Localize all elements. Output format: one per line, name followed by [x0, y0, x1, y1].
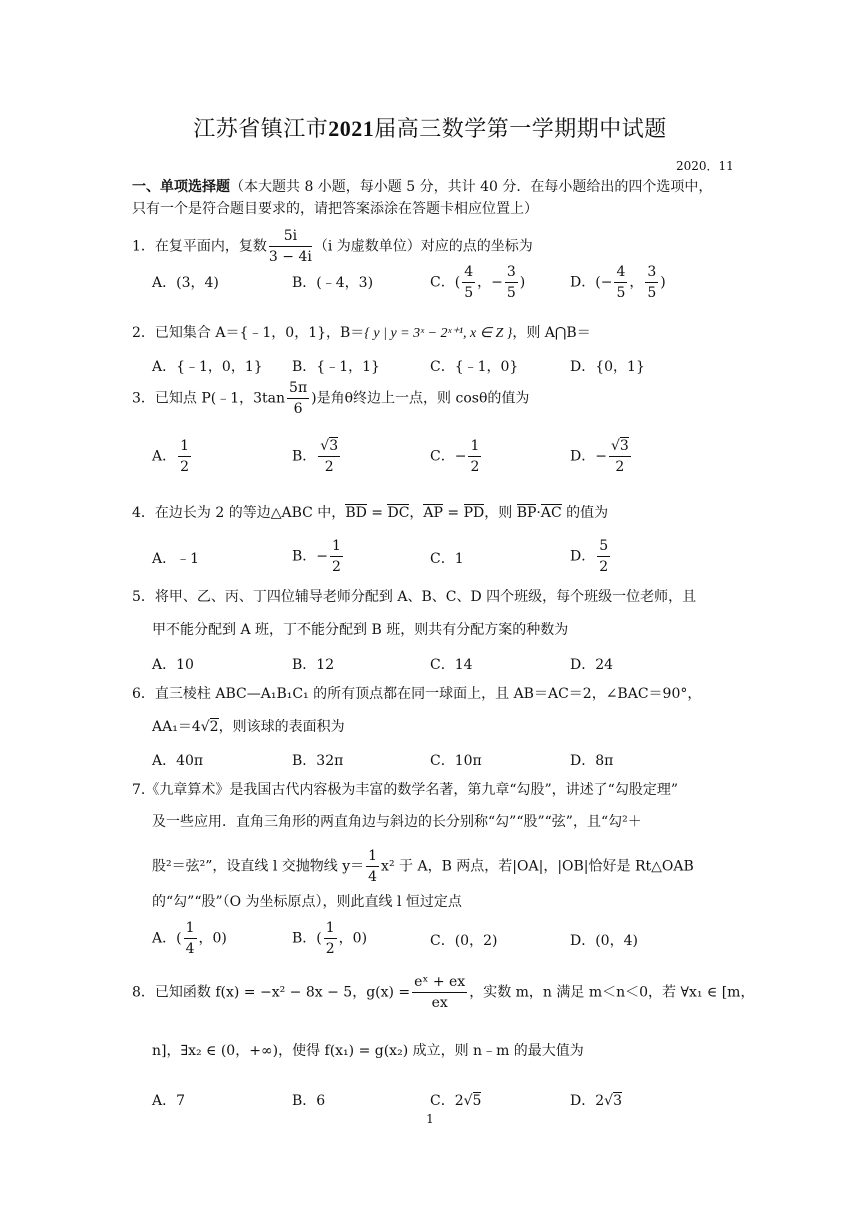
q5-option-a: A．10	[152, 657, 194, 673]
q8-option-a: A．7	[152, 1093, 186, 1109]
q2-option-c: C．{﹣1，0}	[430, 359, 519, 375]
q2-option-d: D．{0，1}	[570, 359, 645, 375]
question-6: 6．直三棱柱 ABC—A₁B₁C₁ 的所有顶点都在同一球面上，且 AB＝AC＝2，∠BAC＝90°，	[132, 686, 702, 702]
q1-option-b: B．(﹣4，3)	[292, 275, 374, 291]
q8-option-b: B．6	[292, 1093, 326, 1109]
question-3: 3．已知点 P(﹣1，3tan $\frac{5\pi}{6}$ )是角θ终边上一点，则 cosθ的值为	[132, 380, 530, 417]
q3-option-a: A． $\frac{1}{2}$	[152, 438, 190, 475]
q5-option-d: D．24	[570, 657, 614, 673]
q6-option-a: A．40π	[152, 753, 204, 769]
q3-option-d: D．− $\frac{√3}{2}$	[570, 438, 629, 475]
section-heading-line: 一、单项选择题（本大题共 8 小题，每小题 5 分，共计 40 分．在每小题给出的四个选项中，	[132, 179, 713, 195]
question-2: 2．已知集合 A＝{﹣1，0，1}，B＝{ y | y = 3ˣ − 2ˣ⁺¹, x ∈ Z }，则 A⋂B＝	[132, 325, 591, 341]
q4-option-b: B．− $\frac{1}{2}$	[292, 538, 341, 575]
question-8-line2: n]，∃x₂ ∈ (0，+∞)，使得 f(x₁) = g(x₂) 成立，则 n﹣m 的最大值为	[152, 1043, 584, 1059]
q7-option-d: D．(0，4)	[570, 933, 638, 949]
q1-option-a: A．(3，4)	[152, 275, 219, 291]
q2-option-a: A．{﹣1，0，1}	[152, 359, 263, 375]
q4-option-a: A．﹣1	[152, 551, 200, 567]
q6-option-c: C．10π	[430, 753, 482, 769]
q5-option-b: B．12	[292, 657, 335, 673]
q8-option-c: C．2√5	[430, 1093, 482, 1109]
page-title: 江苏省镇江市2021届高三数学第一学期期中试题	[193, 116, 667, 142]
question-1: 1．在复平面内，复数 $\frac{5i}{3 - 4i}$ （i 为虚数单位）对应的点的坐标为	[132, 228, 533, 265]
question-4: 4．在边长为 2 的等边△ABC 中，BD = DC，AP = PD，则 BP·AC 的值为	[132, 505, 609, 521]
question-8: 8．已知函数 f(x) = −x² − 8x − 5，g(x) = $\frac{\text{eˣ + ex}}{ex}$ ，实数 m，n 满足 m＜n＜0，若 ∀x₁ ∈ [m，	[132, 974, 755, 1011]
q6-option-b: B．32π	[292, 753, 344, 769]
q7-option-c: C．(0，2)	[430, 933, 498, 949]
question-7-line4: 的“勾”“股”（O 为坐标原点），则此直线 l 恒过定点	[152, 894, 462, 910]
question-5-line2: 甲不能分配到 A 班，丁不能分配到 B 班，则共有分配方案的种数为	[152, 622, 569, 638]
question-7-line3: 股²＝弦²”，设直线 l 交抛物线 y＝ $\frac{1}{4}$ x² 于 A，B 两点，若|OA|，|OB|恰好是 Rt△OAB	[152, 848, 694, 885]
question-6-line2: AA₁＝4√2，则该球的表面积为	[152, 719, 345, 735]
q6-option-d: D．8π	[570, 753, 614, 769]
question-5: 5．将甲、乙、丙、丁四位辅导老师分配到 A、B、C、D 四个班级，每个班级一位老师，且	[132, 589, 697, 605]
question-7-line2: 及一些应用．直角三角形的两直角边与斜边的长分别称“勾”“股”“弦”，且“勾²＋	[152, 814, 642, 830]
q7-option-b: B．( $\frac{1}{2}$ ，0)	[292, 920, 368, 957]
q3-option-c: C．− $\frac{1}{2}$	[430, 438, 480, 475]
q1-option-d: D．(− $\frac{4}{5}$ ， $\frac{3}{5}$ )	[570, 264, 666, 301]
page-number: 1	[426, 1112, 434, 1126]
q4-option-c: C．1	[430, 551, 464, 567]
q1-option-c: C．( $\frac{4}{5}$ ，− $\frac{3}{5}$ )	[430, 264, 526, 301]
q4-option-d: D． $\frac{5}{2}$	[570, 538, 609, 575]
question-7: 7.《九章算术》是我国古代内容极为丰富的数学名著，第九章“勾股”，讲述了“勾股定理”	[132, 782, 678, 798]
q3-option-b: B． $\frac{√3}{2}$	[292, 438, 339, 475]
q8-option-d: D．2√3	[570, 1093, 622, 1109]
section-desc: 只有一个是符合题目要求的，请把答案添涂在答题卡相应位置上）	[132, 201, 538, 217]
section-heading: 一、单项选择题	[132, 179, 230, 195]
q5-option-c: C．14	[430, 657, 473, 673]
exam-date: 2020．11	[676, 159, 734, 173]
q7-option-a: A．( $\frac{1}{4}$ ，0)	[152, 920, 227, 957]
q2-option-b: B．{﹣1，1}	[292, 359, 380, 375]
